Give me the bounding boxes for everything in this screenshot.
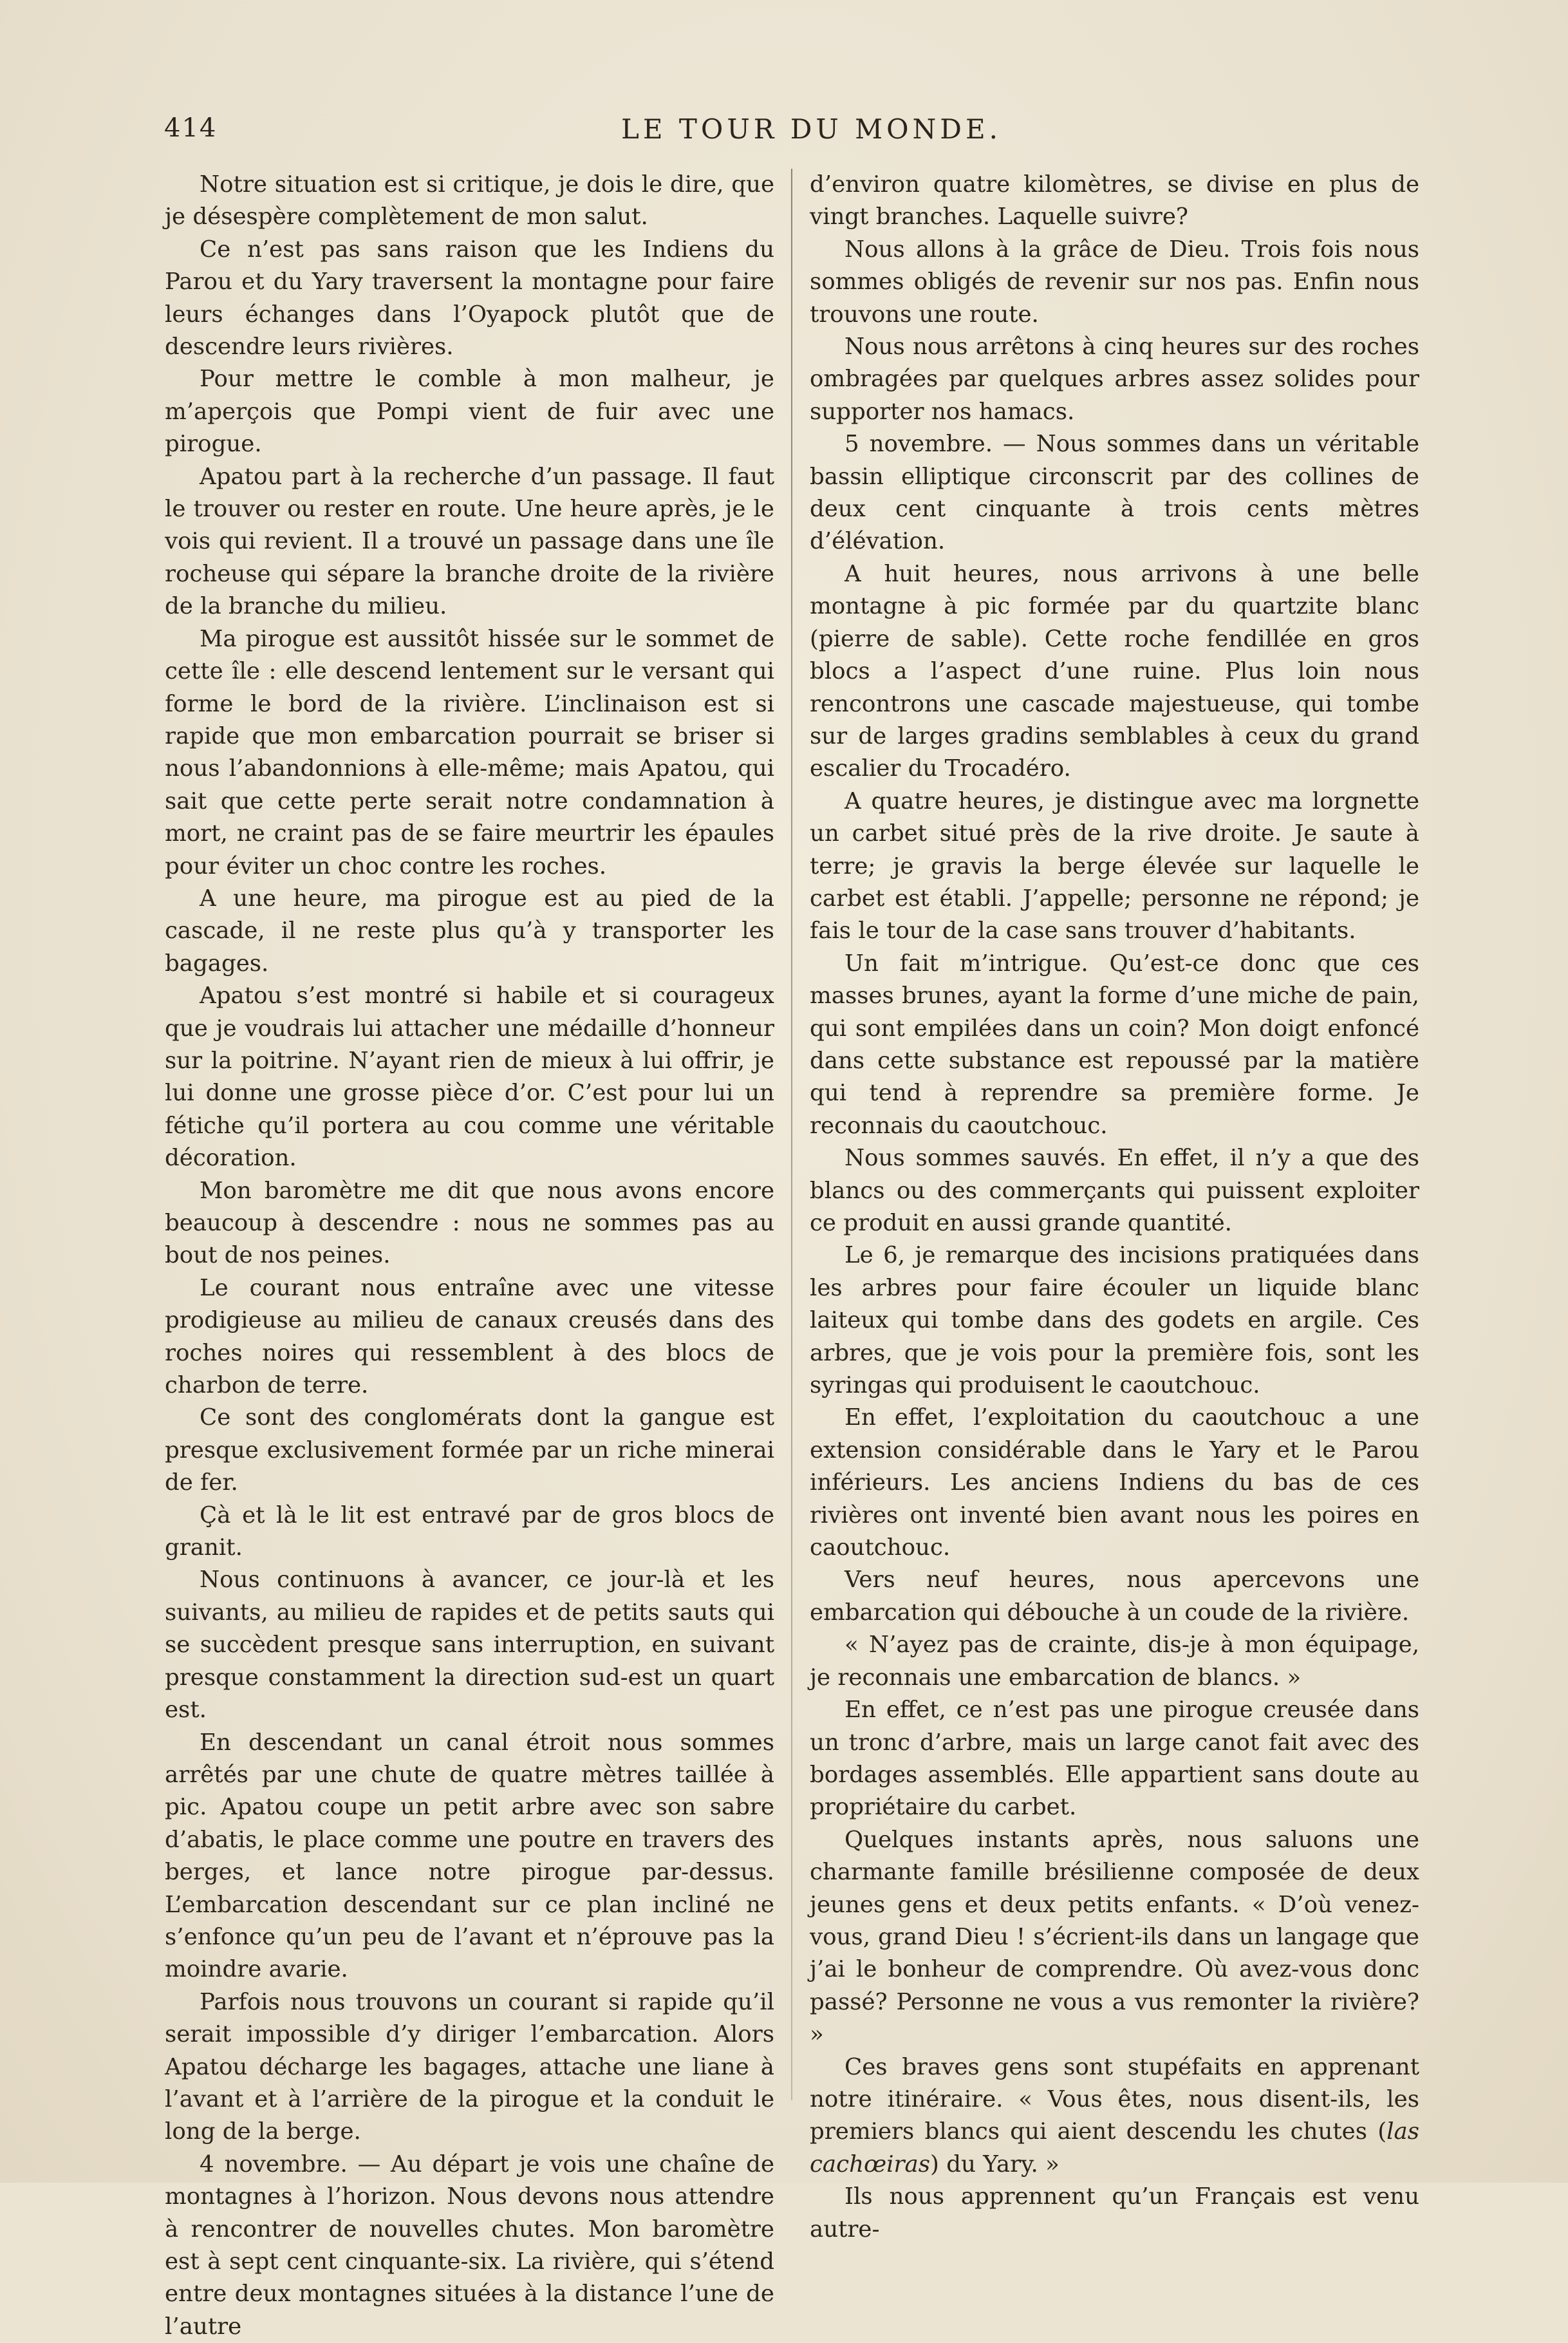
paragraph: Pour mettre le comble à mon malheur, je m’aperçois que Pompi vient de fuir avec une pirogue.	[165, 366, 774, 458]
paragraph: Mon baromètre me dit que nous avons encore beaucoup à descendre : nous ne sommes pas au bout de nos peines.	[165, 1177, 774, 1269]
paragraph: 4 novembre. — Au départ je vois une chaîne de montagnes à l’horizon. Nous devons nous attendre à rencontrer de nouvelles chutes. Mon baromètre est à sept cent cinquante-six. La rivière, qui s’étend entre deux montagnes situées à la distance l’une de l’autre	[165, 2150, 774, 2340]
paragraph: Nous allons à la grâce de Dieu. Trois fois nous sommes obligés de revenir sur nos pas. Enfin nous trouvons une route.	[810, 236, 1419, 328]
paragraph: Parfois nous trouvons un courant si rapide qu’il serait impossible d’y diriger l’embarcation. Alors Apatou décharge les bagages, attache une liane à l’avant et à l’arrière de la pirogue et la conduit le long de la berge.	[165, 1988, 774, 2145]
paragraph: Ces braves gens sont stupéfaits en apprenant notre itinéraire. « Vous êtes, nous disent-ils, les premiers blancs qui aient descendu les chutes (las cachœiras) du Yary. »	[810, 2053, 1419, 2178]
paragraph: Apatou s’est montré si habile et si courageux que je voudrais lui attacher une médaille d’honneur sur la poitrine. N’ayant rien de mieux à lui offrir, je lui donne une grosse pièce d’or. C’est pour lui un fétiche qu’il portera au cou comme une véritable décoration.	[165, 983, 774, 1172]
paragraph: Un fait m’intrigue. Qu’est-ce donc que ces masses brunes, ayant la forme d’une miche de pain, qui sont empilées dans un coin? Mon doigt enfoncé dans cette substance est repoussé par la matière qui tend à reprendre sa première forme. Je reconnais du caoutchouc.	[810, 950, 1419, 1139]
paragraph: Le courant nous entraîne avec une vitesse prodigieuse au milieu de canaux creusés dans des roches noires qui ressemblent à des blocs de charbon de terre.	[165, 1274, 774, 1399]
paragraph: 5 novembre. — Nous sommes dans un véritable bassin elliptique circonscrit par des collines de deux cent cinquante à trois cents mètres d’élévation.	[810, 431, 1419, 555]
page-number: 414	[164, 113, 218, 143]
paragraph: Ils nous apprennent qu’un Français est venu autre-	[810, 2183, 1419, 2243]
paragraph: Quelques instants après, nous saluons une charmante famille brésilienne composée de deux jeunes gens et deux petits enfants. « D’où venez-vous, grand Dieu ! s’écrient-ils dans un langage que j’ai le bonheur de comprendre. Où avez-vous donc passé? Personne ne vous a vus remonter la rivière? »	[810, 1826, 1419, 2048]
paragraph: Apatou part à la recherche d’un passage. Il faut le trouver ou rester en route. Une heure après, je le vois qui revient. Il a trouvé un passage dans une île rocheuse qui sépare la branche droite de la rivière de la branche du milieu.	[165, 463, 774, 620]
paragraph: Vers neuf heures, nous apercevons une embarcation qui débouche à un coude de la rivière.	[810, 1567, 1419, 1626]
paragraph: Ce sont des conglomérats dont la gangue est presque exclusivement formée par un riche minerai de fer.	[165, 1404, 774, 1496]
paragraph: Nous nous arrêtons à cinq heures sur des roches ombragées par quelques arbres assez solides pour supporter nos hamacs.	[810, 334, 1419, 425]
paragraph-continuation: d’environ quatre kilomètres, se divise en plus de vingt branches. Laquelle suivre?	[810, 171, 1419, 231]
paragraph: Ce n’est pas sans raison que les Indiens du Parou et du Yary traversent la montagne pour faire leurs échanges dans l’Oyapock plutôt que de descendre leurs rivières.	[165, 236, 774, 361]
paragraph: En descendant un canal étroit nous sommes arrêtés par une chute de quatre mètres taillée à pic. Apatou coupe un petit arbre avec son sabre d’abatis, le place comme une poutre en travers des berges, et lance notre pirogue par-dessus. L’embarcation descendant sur ce plan incliné ne s’enfonce qu’un peu de l’avant et n’éprouve pas la moindre avarie.	[165, 1729, 774, 1983]
column-divider	[791, 169, 792, 2100]
paragraph: En effet, ce n’est pas une pirogue creusée dans un tronc d’arbre, mais un large canot fait avec des bordages assemblés. Elle appartient sans doute au propriétaire du carbet.	[810, 1697, 1419, 1821]
italic-term: las cachœiras	[810, 2118, 1419, 2178]
paragraph: A huit heures, nous arrivons à une belle montagne à pic formée par du quartzite blanc (pierre de sable). Cette roche fendillée en gros blocs a l’aspect d’une ruine. Plus loin nous rencontrons une cascade majestueuse, qui tombe sur de larges gradins semblables à ceux du grand escalier du Trocadéro.	[810, 560, 1419, 782]
right-column	[810, 169, 1419, 2243]
paragraph: Çà et là le lit est entravé par de gros blocs de granit.	[165, 1501, 774, 1561]
paragraph: A quatre heures, je distingue avec ma lorgnette un carbet situé près de la rive droite. Je saute à terre; je gravis la berge élevée sur laquelle le carbet est établi. J’appelle; personne ne répond; je fais le tour de la case sans trouver d’habitants.	[810, 787, 1419, 945]
running-title: LE TOUR DU MONDE.	[621, 113, 1002, 145]
page-header	[164, 113, 1420, 158]
paragraph: Nous continuons à avancer, ce jour-là et les suivants, au milieu de rapides et de petits sauts qui se succèdent presque sans interruption, en suivant presque constamment la direction sud-est un quart est.	[165, 1567, 774, 1724]
left-column	[165, 169, 774, 2340]
paragraph: « N’ayez pas de crainte, dis-je à mon équipage, je reconnais une embarcation de blancs. »	[810, 1632, 1419, 1691]
paragraph: A une heure, ma pirogue est au pied de la cascade, il ne reste plus qu’à y transporter les bagages.	[165, 885, 774, 977]
paragraph: Notre situation est si critique, je dois le dire, que je désespère complètement de mon salut.	[165, 171, 774, 231]
paragraph: Ma pirogue est aussitôt hissée sur le sommet de cette île : elle descend lentement sur le versant qui forme le bord de la rivière. L’inclinaison est si rapide que mon embarcation pourrait se briser si nous l’abandonnions à elle-même; mais Apatou, qui sait que cette perte serait notre condamnation à mort, ne craint pas de se faire meurtrir les épaules pour éviter un choc contre les roches.	[165, 625, 774, 880]
paragraph: Le 6, je remarque des incisions pratiquées dans les arbres pour faire écouler un liquide blanc laiteux qui tombe dans des godets en argile. Ces arbres, que je vois pour la première fois, sont les syringas qui produisent le caoutchouc.	[810, 1242, 1419, 1399]
paragraph: En effet, l’exploitation du caoutchouc a une extension considérable dans le Yary et le Parou inférieurs. Les anciens Indiens du bas de ces rivières ont inventé bien avant nous les poires en caoutchouc.	[810, 1404, 1419, 1561]
paragraph: Nous sommes sauvés. En effet, il n’y a que des blancs ou des commerçants qui puissent exploiter ce produit en aussi grande quantité.	[810, 1145, 1419, 1236]
